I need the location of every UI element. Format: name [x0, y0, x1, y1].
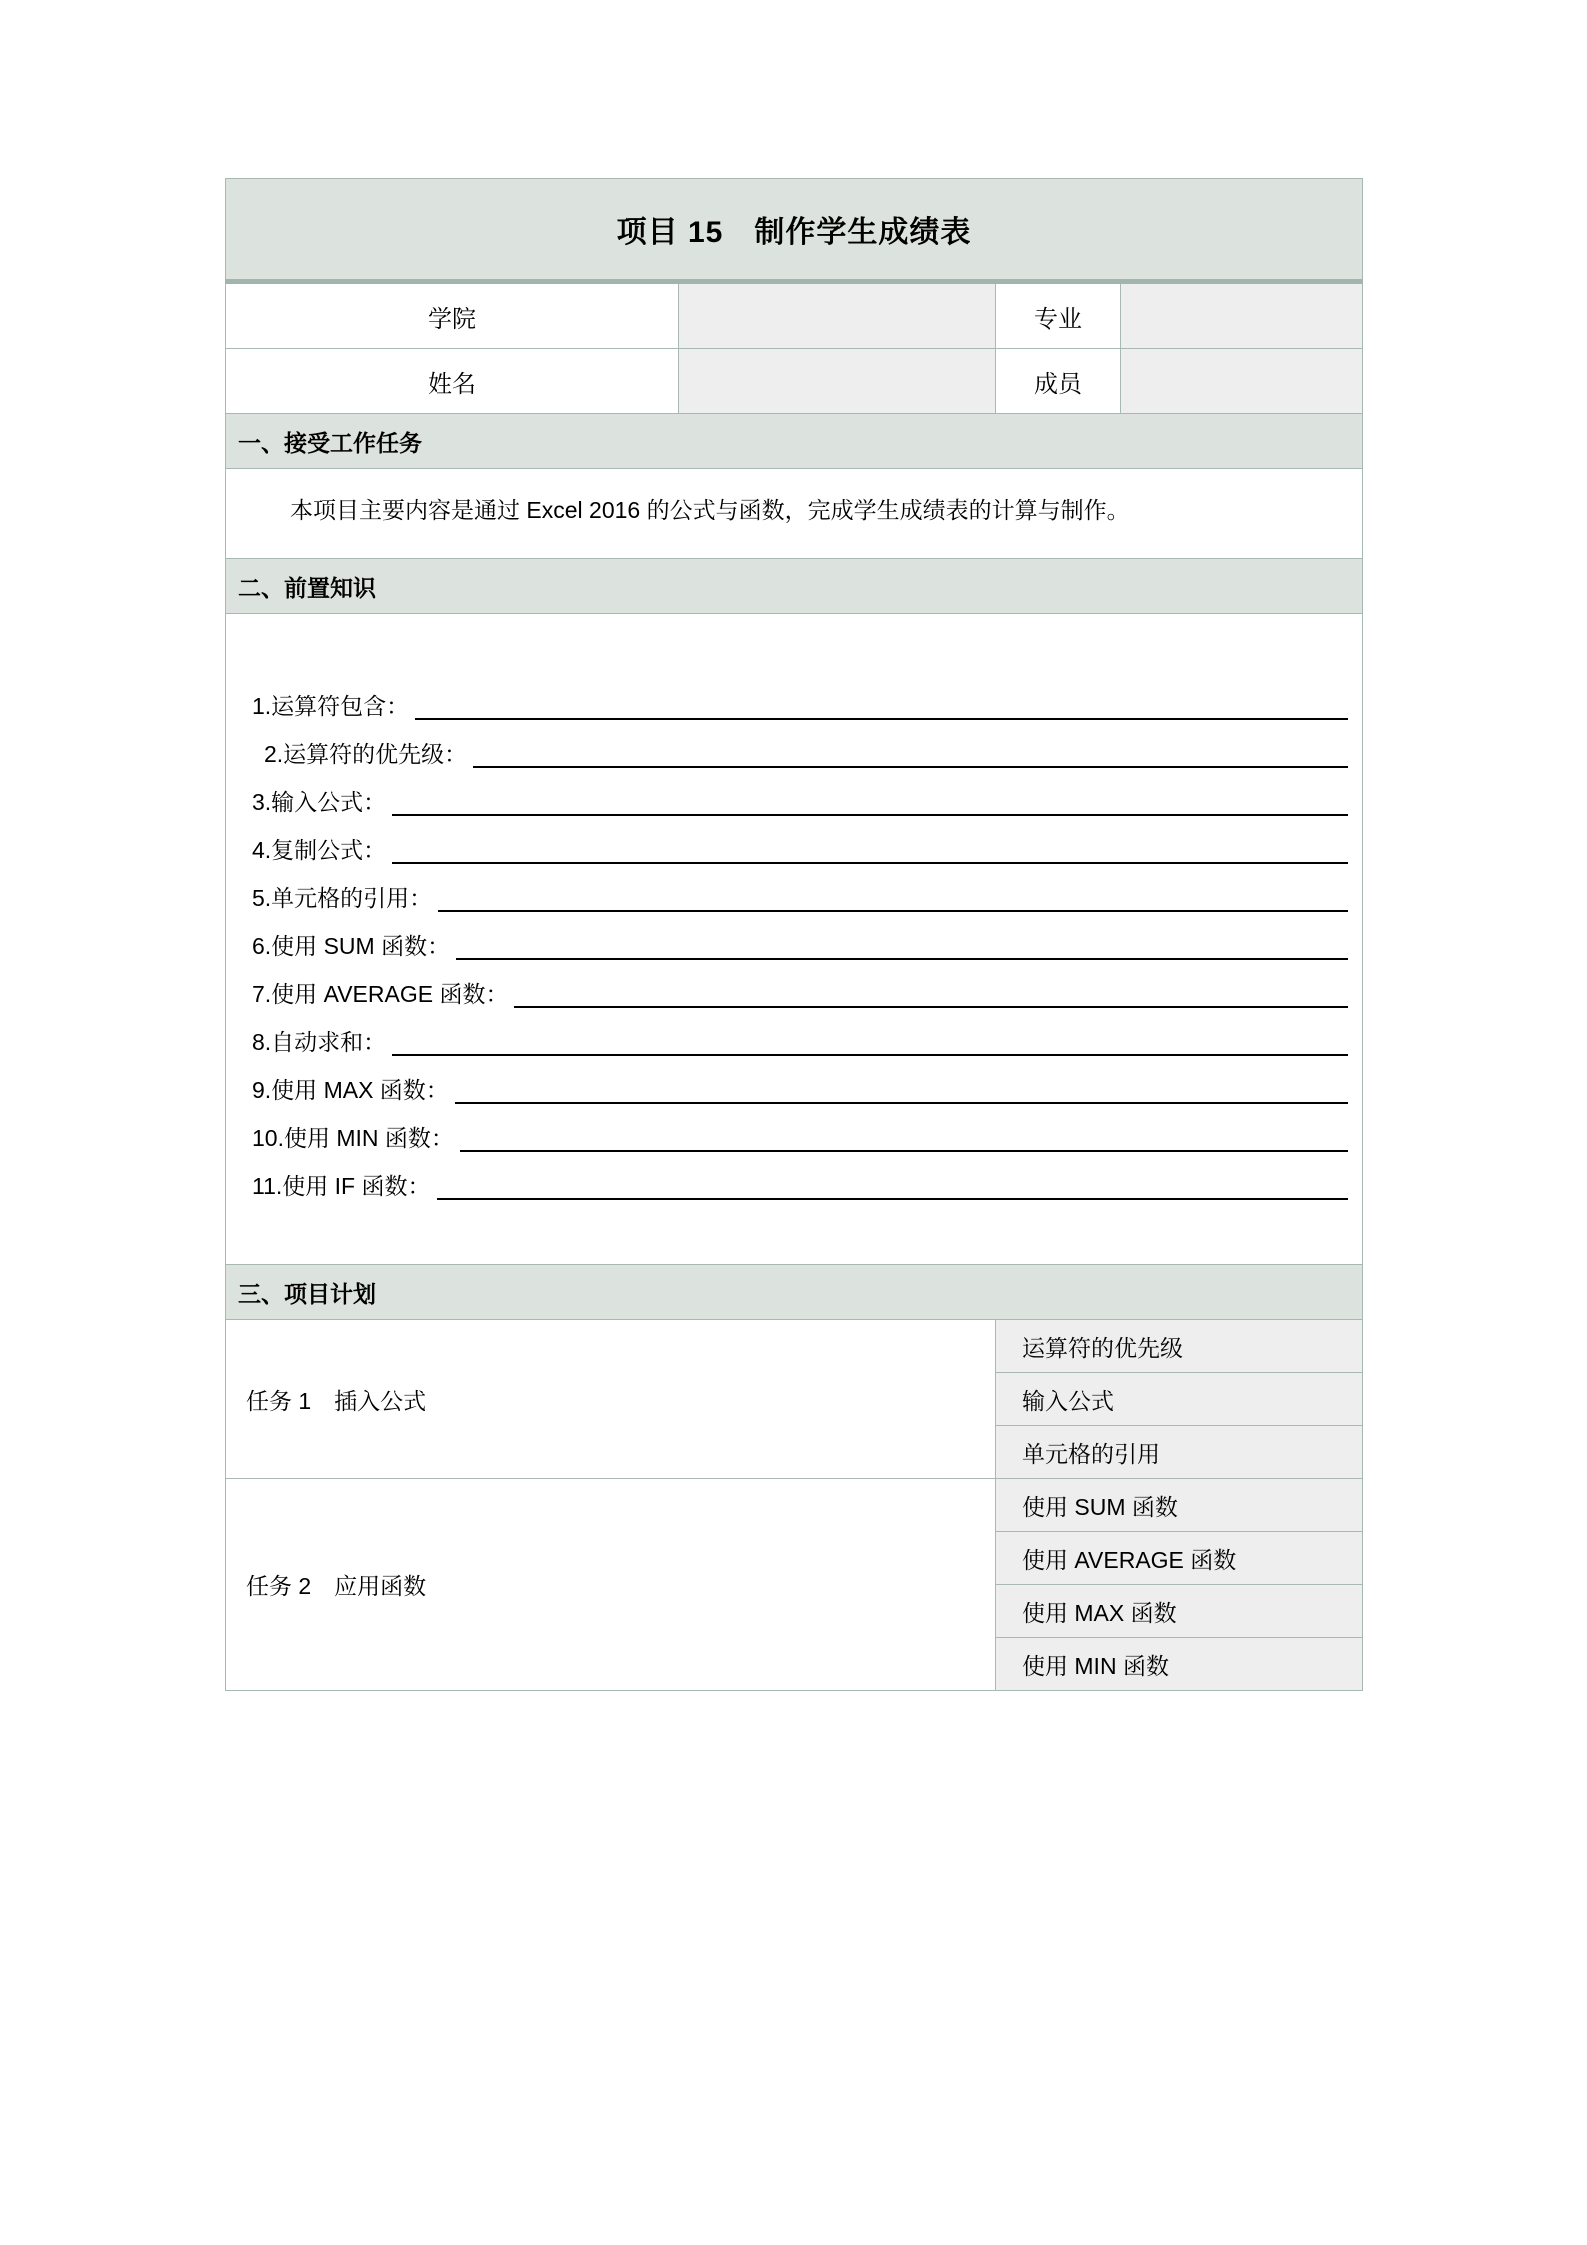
blank-item-label: 5.单元格的引用：: [252, 885, 433, 912]
blank-item-label: 11.使用 IF 函数：: [252, 1173, 431, 1200]
blank-item-label: 7.使用 AVERAGE 函数：: [252, 981, 509, 1008]
blank-item: [240, 864, 1348, 912]
blank-item: [240, 960, 1348, 1008]
blank-item-answer-line[interactable]: [392, 861, 1348, 864]
blank-item: [240, 816, 1348, 864]
task-item-cell: 使用 AVERAGE 函数: [996, 1532, 1363, 1585]
section-heading-prerequisite: 二、前置知识: [226, 559, 1363, 614]
task-item-cell: 输入公式: [996, 1373, 1363, 1426]
blank-item: [240, 1104, 1348, 1152]
blank-item-label: 4.复制公式：: [252, 837, 387, 864]
page-title: 项目 15 制作学生成绩表: [616, 216, 972, 249]
blank-item-label: 1.运算符包含：: [252, 693, 410, 720]
task-item-cell: 运算符的优先级: [996, 1320, 1363, 1373]
blank-item: [240, 912, 1348, 960]
task-item-cell: 使用 MAX 函数: [996, 1585, 1363, 1638]
plan-row: [226, 1479, 1363, 1532]
blank-item-answer-line[interactable]: [415, 717, 1348, 720]
section-body-row: [226, 614, 1363, 1265]
section-heading-row: [226, 414, 1363, 469]
blank-item-label: 8.自动求和：: [252, 1029, 387, 1056]
blank-item: [240, 1152, 1348, 1200]
info-row: [226, 282, 1363, 349]
blank-item: [240, 1008, 1348, 1056]
task-name-cell: 任务 2 应用函数: [226, 1479, 996, 1691]
field-label-name: 姓名: [226, 349, 679, 414]
blank-item-answer-line[interactable]: [392, 813, 1348, 816]
blank-item-label: 3.输入公式：: [252, 789, 387, 816]
plan-row: [226, 1320, 1363, 1373]
blank-item: [240, 672, 1348, 720]
field-value-member[interactable]: [1121, 349, 1363, 414]
task-name-cell: 任务 1 插入公式: [226, 1320, 996, 1479]
blank-item-answer-line[interactable]: [392, 1053, 1348, 1056]
prerequisite-blank-list: [226, 614, 1363, 1265]
field-value-college[interactable]: [679, 282, 996, 349]
section-body-task-acceptance: [226, 469, 1363, 559]
info-row: [226, 349, 1363, 414]
blank-item-answer-line[interactable]: [456, 957, 1348, 960]
task-item-cell: 使用 SUM 函数: [996, 1479, 1363, 1532]
blank-item: [240, 768, 1348, 816]
blank-item-label: 6.使用 SUM 函数：: [252, 933, 451, 960]
blank-item-answer-line[interactable]: [460, 1149, 1348, 1152]
field-label-major: 专业: [996, 282, 1121, 349]
blank-item-label: 2.运算符的优先级：: [264, 741, 468, 768]
project-worksheet-table: [225, 178, 1363, 1691]
blank-item: [240, 720, 1348, 768]
section-heading-task-acceptance: 一、接受工作任务: [226, 414, 1363, 469]
field-label-member: 成员: [996, 349, 1121, 414]
blank-item-label: 10.使用 MIN 函数：: [252, 1125, 454, 1152]
blank-item-answer-line[interactable]: [455, 1101, 1348, 1104]
field-value-major[interactable]: [1121, 282, 1363, 349]
section-heading-row: [226, 1265, 1363, 1320]
task-item-cell: 使用 MIN 函数: [996, 1638, 1363, 1691]
title-cell: [226, 179, 1363, 282]
field-label-college: 学院: [226, 282, 679, 349]
blank-item-label: 9.使用 MAX 函数：: [252, 1077, 449, 1104]
section-body-row: [226, 469, 1363, 559]
blank-item-answer-line[interactable]: [438, 909, 1348, 912]
section-heading-project-plan: 三、项目计划: [226, 1265, 1363, 1320]
blank-item: [240, 1056, 1348, 1104]
task-item-cell: 单元格的引用: [996, 1426, 1363, 1479]
blank-item-answer-line[interactable]: [473, 765, 1348, 768]
blank-item-answer-line[interactable]: [437, 1197, 1349, 1200]
field-value-name[interactable]: [679, 349, 996, 414]
task-acceptance-paragraph: 本项目主要内容是通过 Excel 2016 的公式与函数，完成学生成绩表的计算与制作。: [290, 497, 1130, 523]
title-row: [226, 179, 1363, 282]
section-heading-row: [226, 559, 1363, 614]
blank-item-answer-line[interactable]: [514, 1005, 1348, 1008]
